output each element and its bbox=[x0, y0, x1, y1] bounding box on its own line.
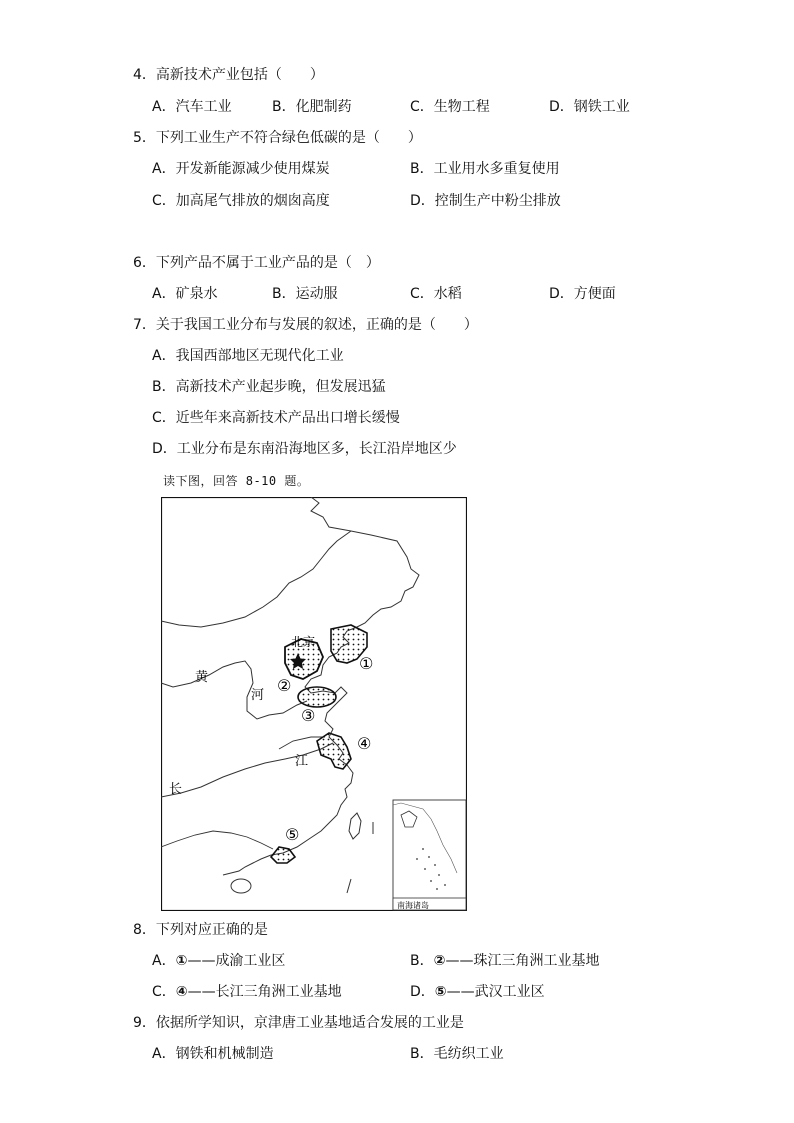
q5-stem: 5．下列工业生产不符合绿色低碳的是（ ） bbox=[133, 130, 422, 146]
q8-d-text: ——武汉工业区 bbox=[446, 984, 545, 1000]
q8-d-letter: D． bbox=[410, 984, 435, 1000]
q8-stem: 8．下列对应正确的是 bbox=[133, 922, 268, 938]
label-chang: 长 bbox=[169, 782, 183, 797]
q7-option-d[interactable]: D．工业分布是东南沿海地区多，长江沿岸地区少 bbox=[152, 441, 457, 457]
q4-option-d[interactable]: D．钢铁工业 bbox=[549, 99, 630, 115]
q8-a-text: ——成渝工业区 bbox=[187, 953, 286, 969]
q8-c-letter: C． bbox=[152, 984, 176, 1000]
q8-b-text: ——珠江三角洲工业基地 bbox=[445, 953, 600, 969]
q5-option-b[interactable]: B．工业用水多重复使用 bbox=[410, 161, 560, 177]
q7-option-b[interactable]: B．高新技术产业起步晚，但发展迅猛 bbox=[152, 379, 386, 395]
label-region-5: ⑤ bbox=[285, 825, 300, 844]
q4-option-c[interactable]: C．生物工程 bbox=[410, 99, 490, 115]
q7-option-c[interactable]: C．近些年来高新技术产品出口增长缓慢 bbox=[152, 410, 400, 426]
label-he: 河 bbox=[251, 688, 265, 703]
q8-a-num: ① bbox=[175, 953, 188, 969]
q6-option-d[interactable]: D．方便面 bbox=[549, 286, 616, 302]
label-region-3: ③ bbox=[301, 706, 316, 725]
q7-stem: 7．关于我国工业分布与发展的叙述，正确的是（ ） bbox=[133, 317, 478, 333]
q5-option-a[interactable]: A．开发新能源减少使用煤炭 bbox=[152, 161, 330, 177]
label-jiang: 江 bbox=[295, 754, 309, 769]
label-beijing: 北京 bbox=[291, 635, 316, 649]
q6-stem: 6．下列产品不属于工业产品的是（ ） bbox=[133, 255, 380, 271]
q6-option-b[interactable]: B．运动服 bbox=[272, 286, 338, 302]
q9-stem: 9．依据所学知识，京津唐工业基地适合发展的工业是 bbox=[133, 1015, 464, 1031]
q9-option-b[interactable]: B．毛纺织工业 bbox=[410, 1046, 504, 1062]
q8-a-letter: A． bbox=[152, 953, 176, 969]
q4-stem: 4．高新技术产业包括（ ） bbox=[133, 67, 324, 83]
q8-option-b[interactable] bbox=[410, 952, 599, 970]
q4-option-a[interactable]: A．汽车工业 bbox=[152, 99, 232, 115]
q8-c-text: ——长江三角洲工业基地 bbox=[187, 984, 342, 1000]
china-east-map bbox=[161, 497, 467, 911]
region-3-shape bbox=[298, 687, 336, 707]
q9-option-a[interactable]: A．钢铁和机械制造 bbox=[152, 1046, 274, 1062]
q8-option-c[interactable] bbox=[152, 983, 342, 1001]
south-china-sea-inset bbox=[393, 800, 466, 910]
q5-option-c[interactable]: C．加高尾气排放的烟囱高度 bbox=[152, 193, 330, 209]
q8-c-num: ④ bbox=[175, 984, 188, 1000]
label-huang: 黄 bbox=[195, 670, 209, 685]
q8-option-d[interactable] bbox=[410, 983, 545, 1001]
q7-option-a[interactable]: A．我国西部地区无现代化工业 bbox=[152, 348, 344, 364]
label-region-2: ② bbox=[277, 676, 292, 695]
map-caption: 读下图，回答 8-10 题。 bbox=[163, 474, 310, 488]
q8-d-num: ⑤ bbox=[434, 984, 447, 1000]
label-region-4: ④ bbox=[357, 734, 372, 753]
q8-option-a[interactable] bbox=[152, 952, 285, 970]
q8-b-letter: B． bbox=[410, 953, 434, 969]
q6-option-a[interactable]: A．矿泉水 bbox=[152, 286, 218, 302]
inset-label: 南海诸岛 bbox=[397, 901, 429, 910]
q5-option-d[interactable]: D．控制生产中粉尘排放 bbox=[410, 193, 561, 209]
q4-option-b[interactable]: B．化肥制药 bbox=[272, 99, 352, 115]
q8-b-num: ② bbox=[433, 953, 446, 969]
label-region-1: ① bbox=[359, 654, 374, 673]
q6-option-c[interactable]: C．水稻 bbox=[410, 286, 462, 302]
